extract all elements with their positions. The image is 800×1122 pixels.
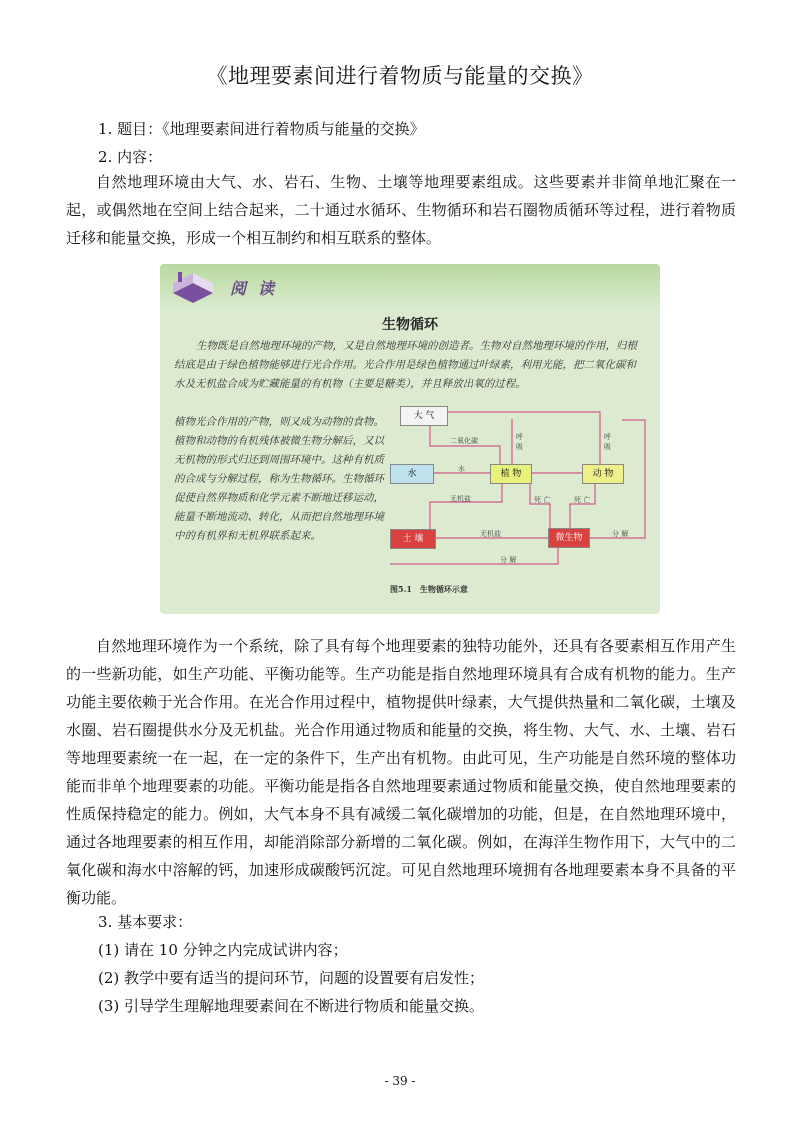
- requirement-3: (3) 引导学生理解地理要素间在不断进行物质和能量交换。: [98, 997, 485, 1015]
- reading-text-top: 生物既是自然地理环境的产物，又是自然地理环境的创造者。生物对自然地理环境的作用，归根结底是由于绿色植物能够进行光合作用。光合作用是绿色植物通过叶绿素，利用光能，把二氧化碳和水及无机盐合成为贮藏能量的有机物（主要是糖类），并且释放出氧的过程。: [174, 340, 637, 390]
- item-requirements: 3. 基本要求：: [98, 913, 193, 931]
- label-decomp-1: 分 解: [500, 556, 517, 564]
- intro-paragraph: 自然地理环境由大气、水、岩石、生物、土壤等地理要素组成。这些要素并非简单地汇聚在一起，或偶然地在空间上结合起来，二十通过水循环、生物循环和岩石圈物质循环等过程，进行着物质迁移和能量交换，形成一个相互制约和相互联系的整体。: [66, 173, 736, 247]
- reading-header: [160, 264, 660, 312]
- node-soil: 土 壤: [390, 529, 436, 549]
- arrow-salt-plant: [430, 482, 502, 529]
- label-death-2: 死 亡: [574, 496, 591, 504]
- label-co2: 二氧化碳: [450, 437, 478, 445]
- arrow-decomp-water: [390, 473, 558, 564]
- requirement-1: (1) 请在 10 分钟之内完成试讲内容；: [98, 941, 348, 959]
- arrow-death-animal: [570, 482, 595, 528]
- node-plant: 植 物: [490, 464, 532, 484]
- node-air: 大 气: [400, 406, 448, 426]
- bio-cycle-diagram: [390, 404, 652, 609]
- label-salt-1: 无机盐: [450, 495, 471, 503]
- reading-figure: [160, 264, 660, 614]
- label-breath-2: 呼吸: [604, 433, 611, 451]
- item-topic: 1. 题目：《地理要素间进行着物质与能量的交换》: [98, 120, 425, 138]
- node-water: 水: [390, 464, 434, 484]
- requirement-2: (2) 教学中要有适当的提问环节，问题的设置要有启发性；: [98, 969, 485, 987]
- reading-title: 生物循环: [382, 317, 438, 333]
- book-icon: [168, 268, 218, 308]
- reading-text-left: 植物光合作用的产物，则又成为动物的食物。植物和动物的有机残体被微生物分解后，又以无机物的形式归还到周围环境中。这种有机质的合成与分解过程，称为生物循环。生物循环促使自然界物质和化学元素不断地迁移运动，能量不断地流动、转化，从而把自然地理环境中的有机界和无机界联系起来。: [174, 416, 384, 542]
- label-death-1: 死 亡: [534, 496, 551, 504]
- label-salt-2: 无机盐: [480, 530, 501, 538]
- arrow-death-plant: [530, 482, 550, 528]
- label-breath-1: 呼吸: [516, 433, 523, 451]
- figure-caption: 图5.1 生物循环示意: [390, 584, 468, 594]
- main-paragraph: 自然地理环境作为一个系统，除了具有每个地理要素的独特功能外，还具有各要素相互作用产生的一些新功能，如生产功能、平衡功能等。生产功能是指自然地理环境具有合成有机物的能力。生产功能主要依赖于光合作用。在光合作用过程中，植物提供叶绿素，大气提供热量和二氧化碳，土壤及水圈、岩石圈提供水分及无机盐。光合作用通过物质和能量的交换，将生物、大气、水、土壤、岩石等地理要素统一在一起，在一定的条件下，生产出有机物。由此可见，生产功能是自然环境的整体功能而非单个地理要素的功能。平衡功能是指各自然地理要素通过物质和能量交换，使自然地理要素的性质保持稳定的能力。例如，大气本身不具有减缓二氧化碳增加的功能，但是，在自然地理环境中，通过各地理要素的相互作用，却能消除部分新增的二氧化碳。例如，在海洋生物作用下，大气中的二氧化碳和海水中溶解的钙，加速形成碳酸钙沉淀。可见自然地理环境拥有各地理要素本身不具备的平衡功能。: [66, 637, 736, 907]
- reading-label: 阅读: [230, 279, 287, 298]
- page-title: 《地理要素间进行着物质与能量的交换》: [206, 64, 594, 88]
- label-water: 水: [458, 465, 465, 473]
- label-decomp-2: 分 解: [612, 530, 629, 538]
- node-animal: 动 物: [582, 464, 624, 484]
- item-content: 2. 内容：: [98, 148, 163, 166]
- page-number: - 39 -: [384, 1074, 416, 1088]
- node-microbe: 微生物: [548, 528, 590, 548]
